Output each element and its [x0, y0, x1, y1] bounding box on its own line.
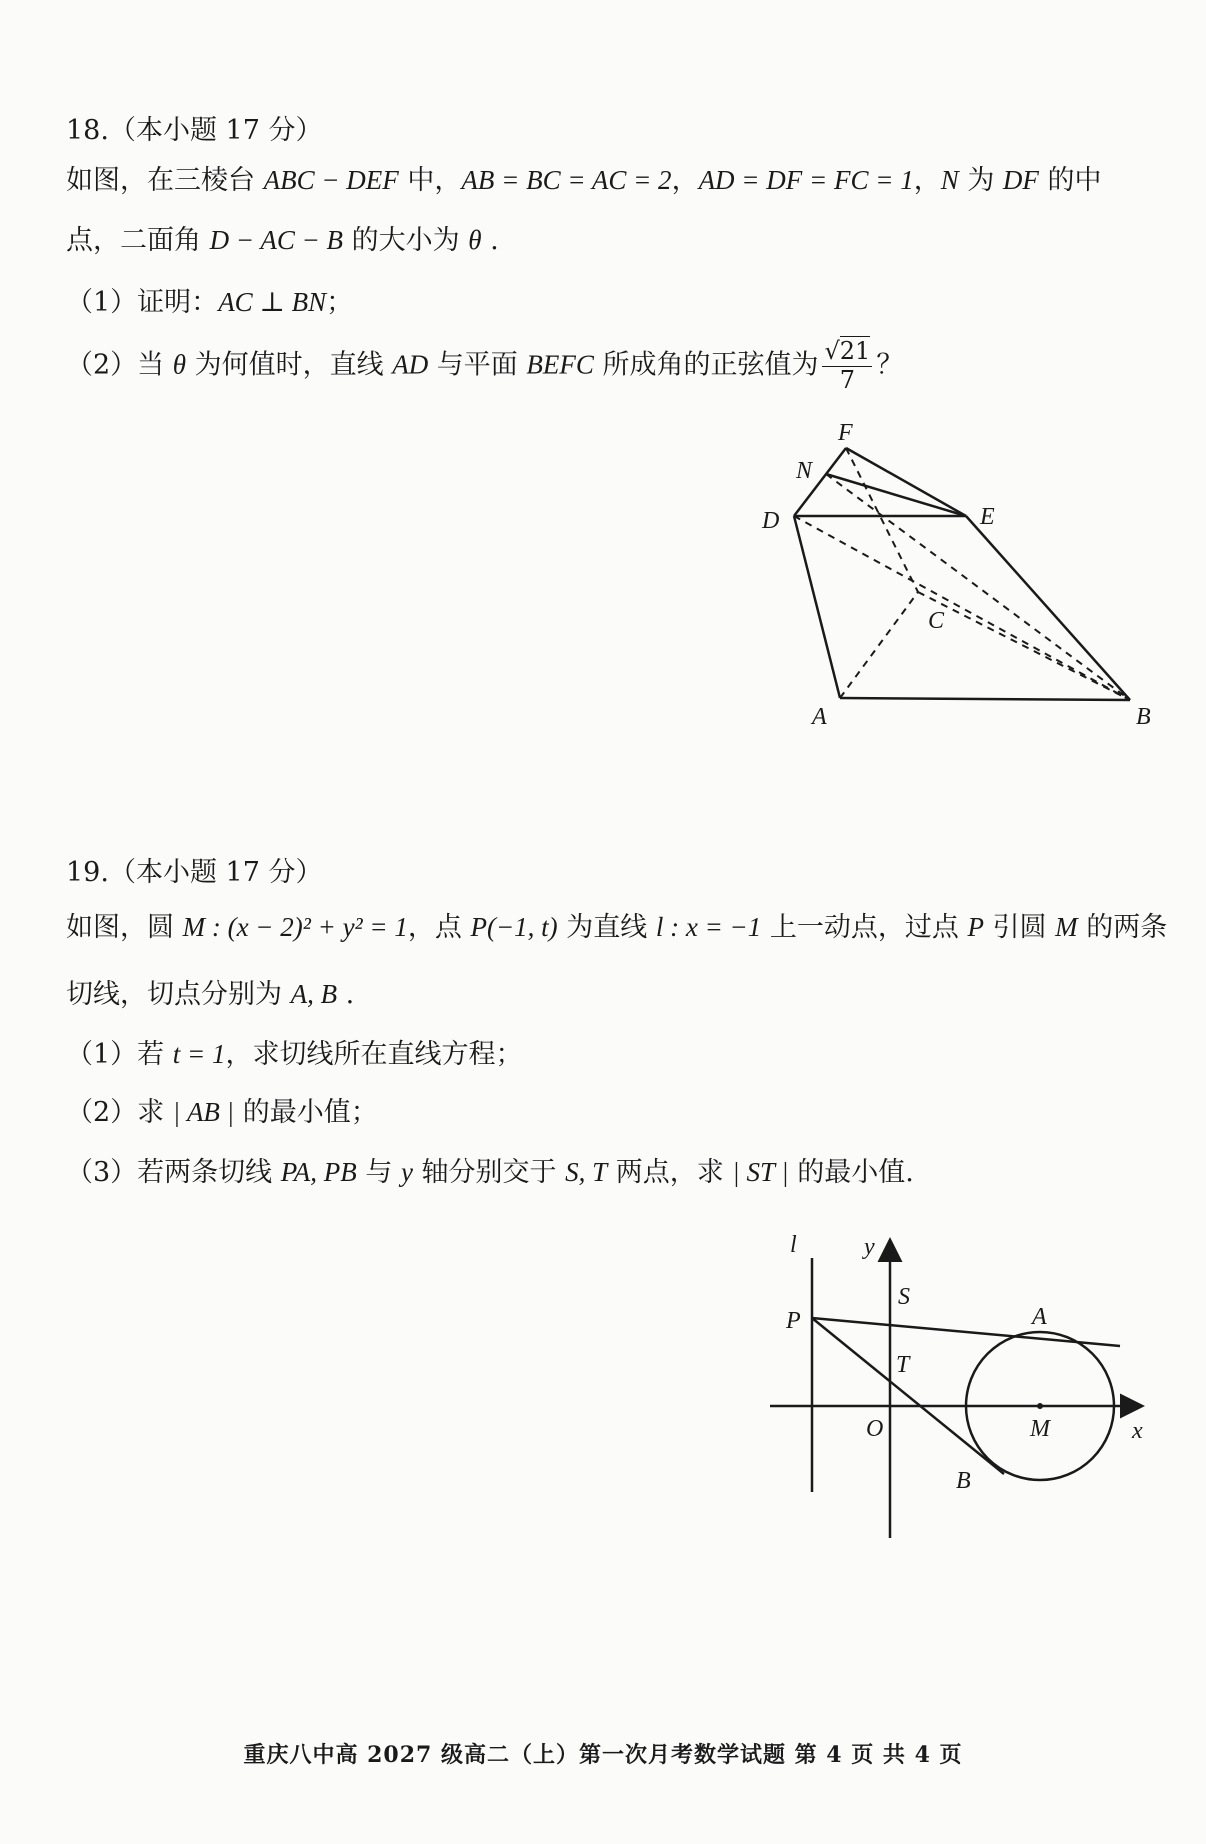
q19-part3: （3）若两条切线 PA, PB 与 y 轴分别交于 S, T 两点，求 | ST | 的最小值. [66, 1157, 914, 1188]
label-B: B [956, 1468, 971, 1494]
center-M-dot [1037, 1403, 1043, 1409]
label-B: B [1136, 704, 1151, 730]
label-A: A [812, 704, 827, 730]
label-C: C [928, 608, 945, 634]
q18-stem-line1: 如图，在三棱台 ABC − DEF 中，AB = BC = AC = 2，AD = DF = FC = 1，N 为 DF 的中 [66, 165, 1102, 196]
tangent-PA [812, 1318, 1120, 1346]
edge-AC [840, 592, 918, 698]
edge-NE [826, 474, 966, 516]
sqrt21-over-7-fraction: $\frac{√21}{7}$ [824, 337, 871, 394]
edge-AB [840, 698, 1130, 700]
label-S: S [898, 1284, 910, 1310]
label-A: A [1032, 1304, 1047, 1330]
tangent-PB [812, 1318, 1004, 1474]
label-F: F [838, 420, 853, 446]
label-P: P [786, 1308, 801, 1334]
edge-FE [846, 448, 966, 516]
label-y: y [864, 1234, 875, 1260]
label-D: D [762, 508, 780, 534]
q19-part1: （1）若 t = 1，求切线所在直线方程； [66, 1039, 523, 1070]
label-l: l [790, 1232, 797, 1258]
label-M: M [1030, 1416, 1050, 1442]
q19-stem-line1: 如图，圆 M : (x − 2)² + y² = 1，点 P(−1, t) 为直线 l : x = −1 上一动点，过点 P 引圆 M 的两条 [66, 912, 1168, 943]
label-E: E [980, 504, 995, 530]
label-T: T [896, 1352, 910, 1378]
q18-header: 18.（本小题 17 分） [66, 115, 323, 146]
frustum-figure [740, 420, 1180, 740]
page-footer: 重庆八中高 2027 级高二（上）第一次月考数学试题 第 4 页 共 4 页 [243, 1742, 963, 1768]
label-x: x [1132, 1418, 1143, 1444]
q18-stem-line2: 点，二面角 D − AC − B 的大小为 θ . [66, 225, 499, 256]
segment-BN [826, 474, 1130, 700]
q19-part2: （2）求 | AB | 的最小值； [66, 1097, 378, 1128]
label-O: O [866, 1416, 884, 1442]
edge-CB [918, 592, 1130, 700]
label-N: N [796, 458, 813, 484]
q18-part1: （1）证明：AC ⊥ BN； [66, 287, 354, 318]
edge-DA [794, 516, 840, 698]
q19-stem-line2: 切线，切点分别为 A, B . [66, 979, 355, 1010]
segment-BD [794, 516, 1130, 700]
q19-header: 19.（本小题 17 分） [66, 857, 323, 888]
circle-tangent-figure [760, 1220, 1160, 1540]
edge-EB [966, 516, 1130, 700]
q18-part2: （2）当 θ 为何值时，直线 AD 与平面 BEFC 所成角的正弦值为 $\frac{√21}{7}$ ？ [66, 337, 904, 394]
